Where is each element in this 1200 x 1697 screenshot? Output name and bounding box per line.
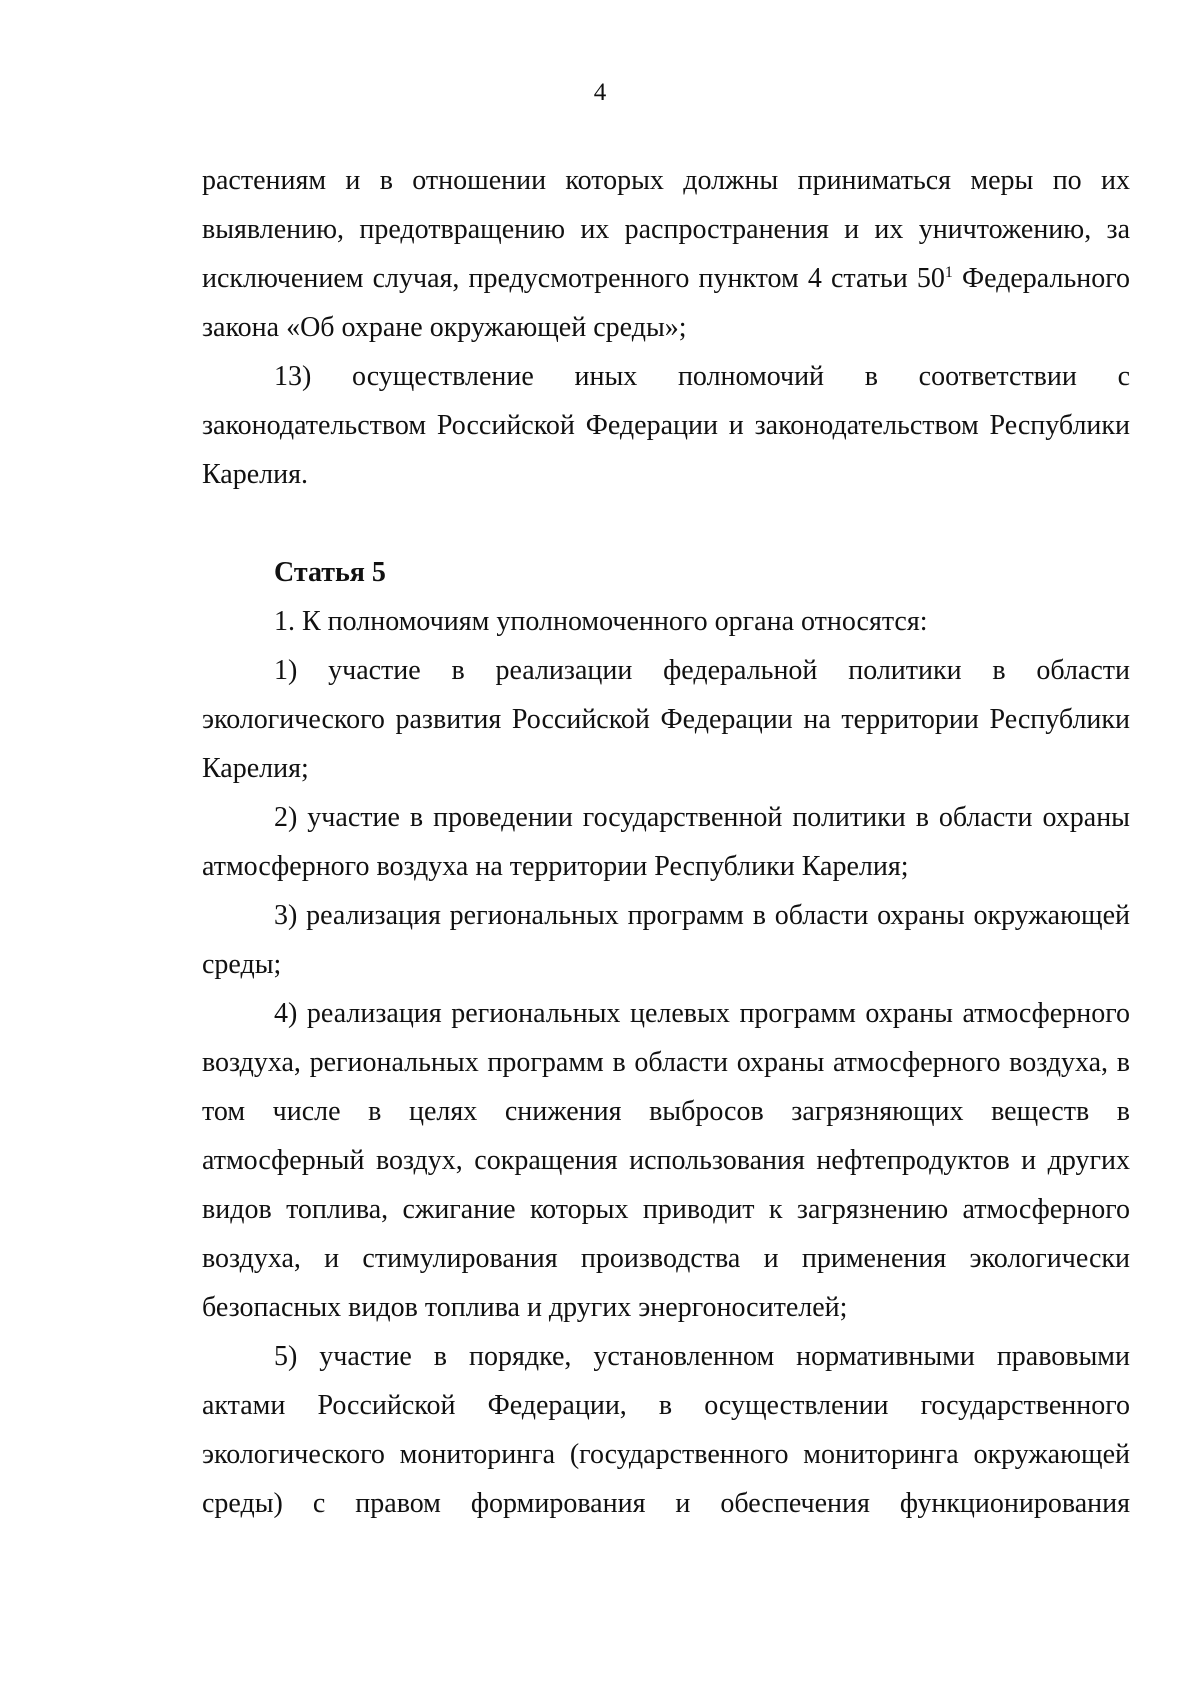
paragraph-item-2: 2) участие в проведении государственной политики в области охраны атмосферного воздуха на территории Республики Карелия; <box>202 802 1130 882</box>
paragraph-item-13: 13) осуществление иных полномочий в соответствии с законодательством Российской Федерации и законодательством Республики Карелия. <box>202 361 1130 490</box>
page-number: 4 <box>593 79 607 106</box>
paragraph-continuation <box>202 156 1130 352</box>
paragraph-item-3: 3) реализация региональных программ в области охраны окружающей среды; <box>202 900 1130 980</box>
article-heading: Статья 5 <box>274 557 386 588</box>
superscript: 1 <box>944 264 953 281</box>
paragraph-text: растениям и в отношении которых должны приниматься меры по их выявлению, предотвращению их распространения и их уничтожению, за исключением случая, предусмотренного пунктом 4 статьи 50 <box>202 165 1130 294</box>
paragraph-item-5: 5) участие в порядке, установленном нормативными правовыми актами Российской Федерации, в осуществлении государственного экологического мониторинга (государственного мониторинга окружающей среды) с правом формирования и обеспечения функционирования <box>202 1341 1130 1519</box>
paragraph-intro: 1. К полномочиям уполномоченного органа относятся: <box>274 606 928 637</box>
paragraph-text: Федерального закона «Об охране окружающей среды»; <box>202 263 1130 343</box>
paragraph-item-4: 4) реализация региональных целевых программ охраны атмосферного воздуха, региональных программ в области охраны атмосферного воздуха, в том числе в целях снижения выбросов загрязняющих веществ в атмосферный воздух, сокращения использования нефтепродуктов и других видов топлива, сжигание которых приводит к загрязнению атмосферного воздуха, и стимулирования производства и применения экологически безопасных видов топлива и других энергоносителей; <box>202 998 1130 1323</box>
paragraph-item-1: 1) участие в реализации федеральной политики в области экологического развития Российской Федерации на территории Республики Карелия; <box>202 655 1130 784</box>
document-body <box>202 156 1130 1528</box>
